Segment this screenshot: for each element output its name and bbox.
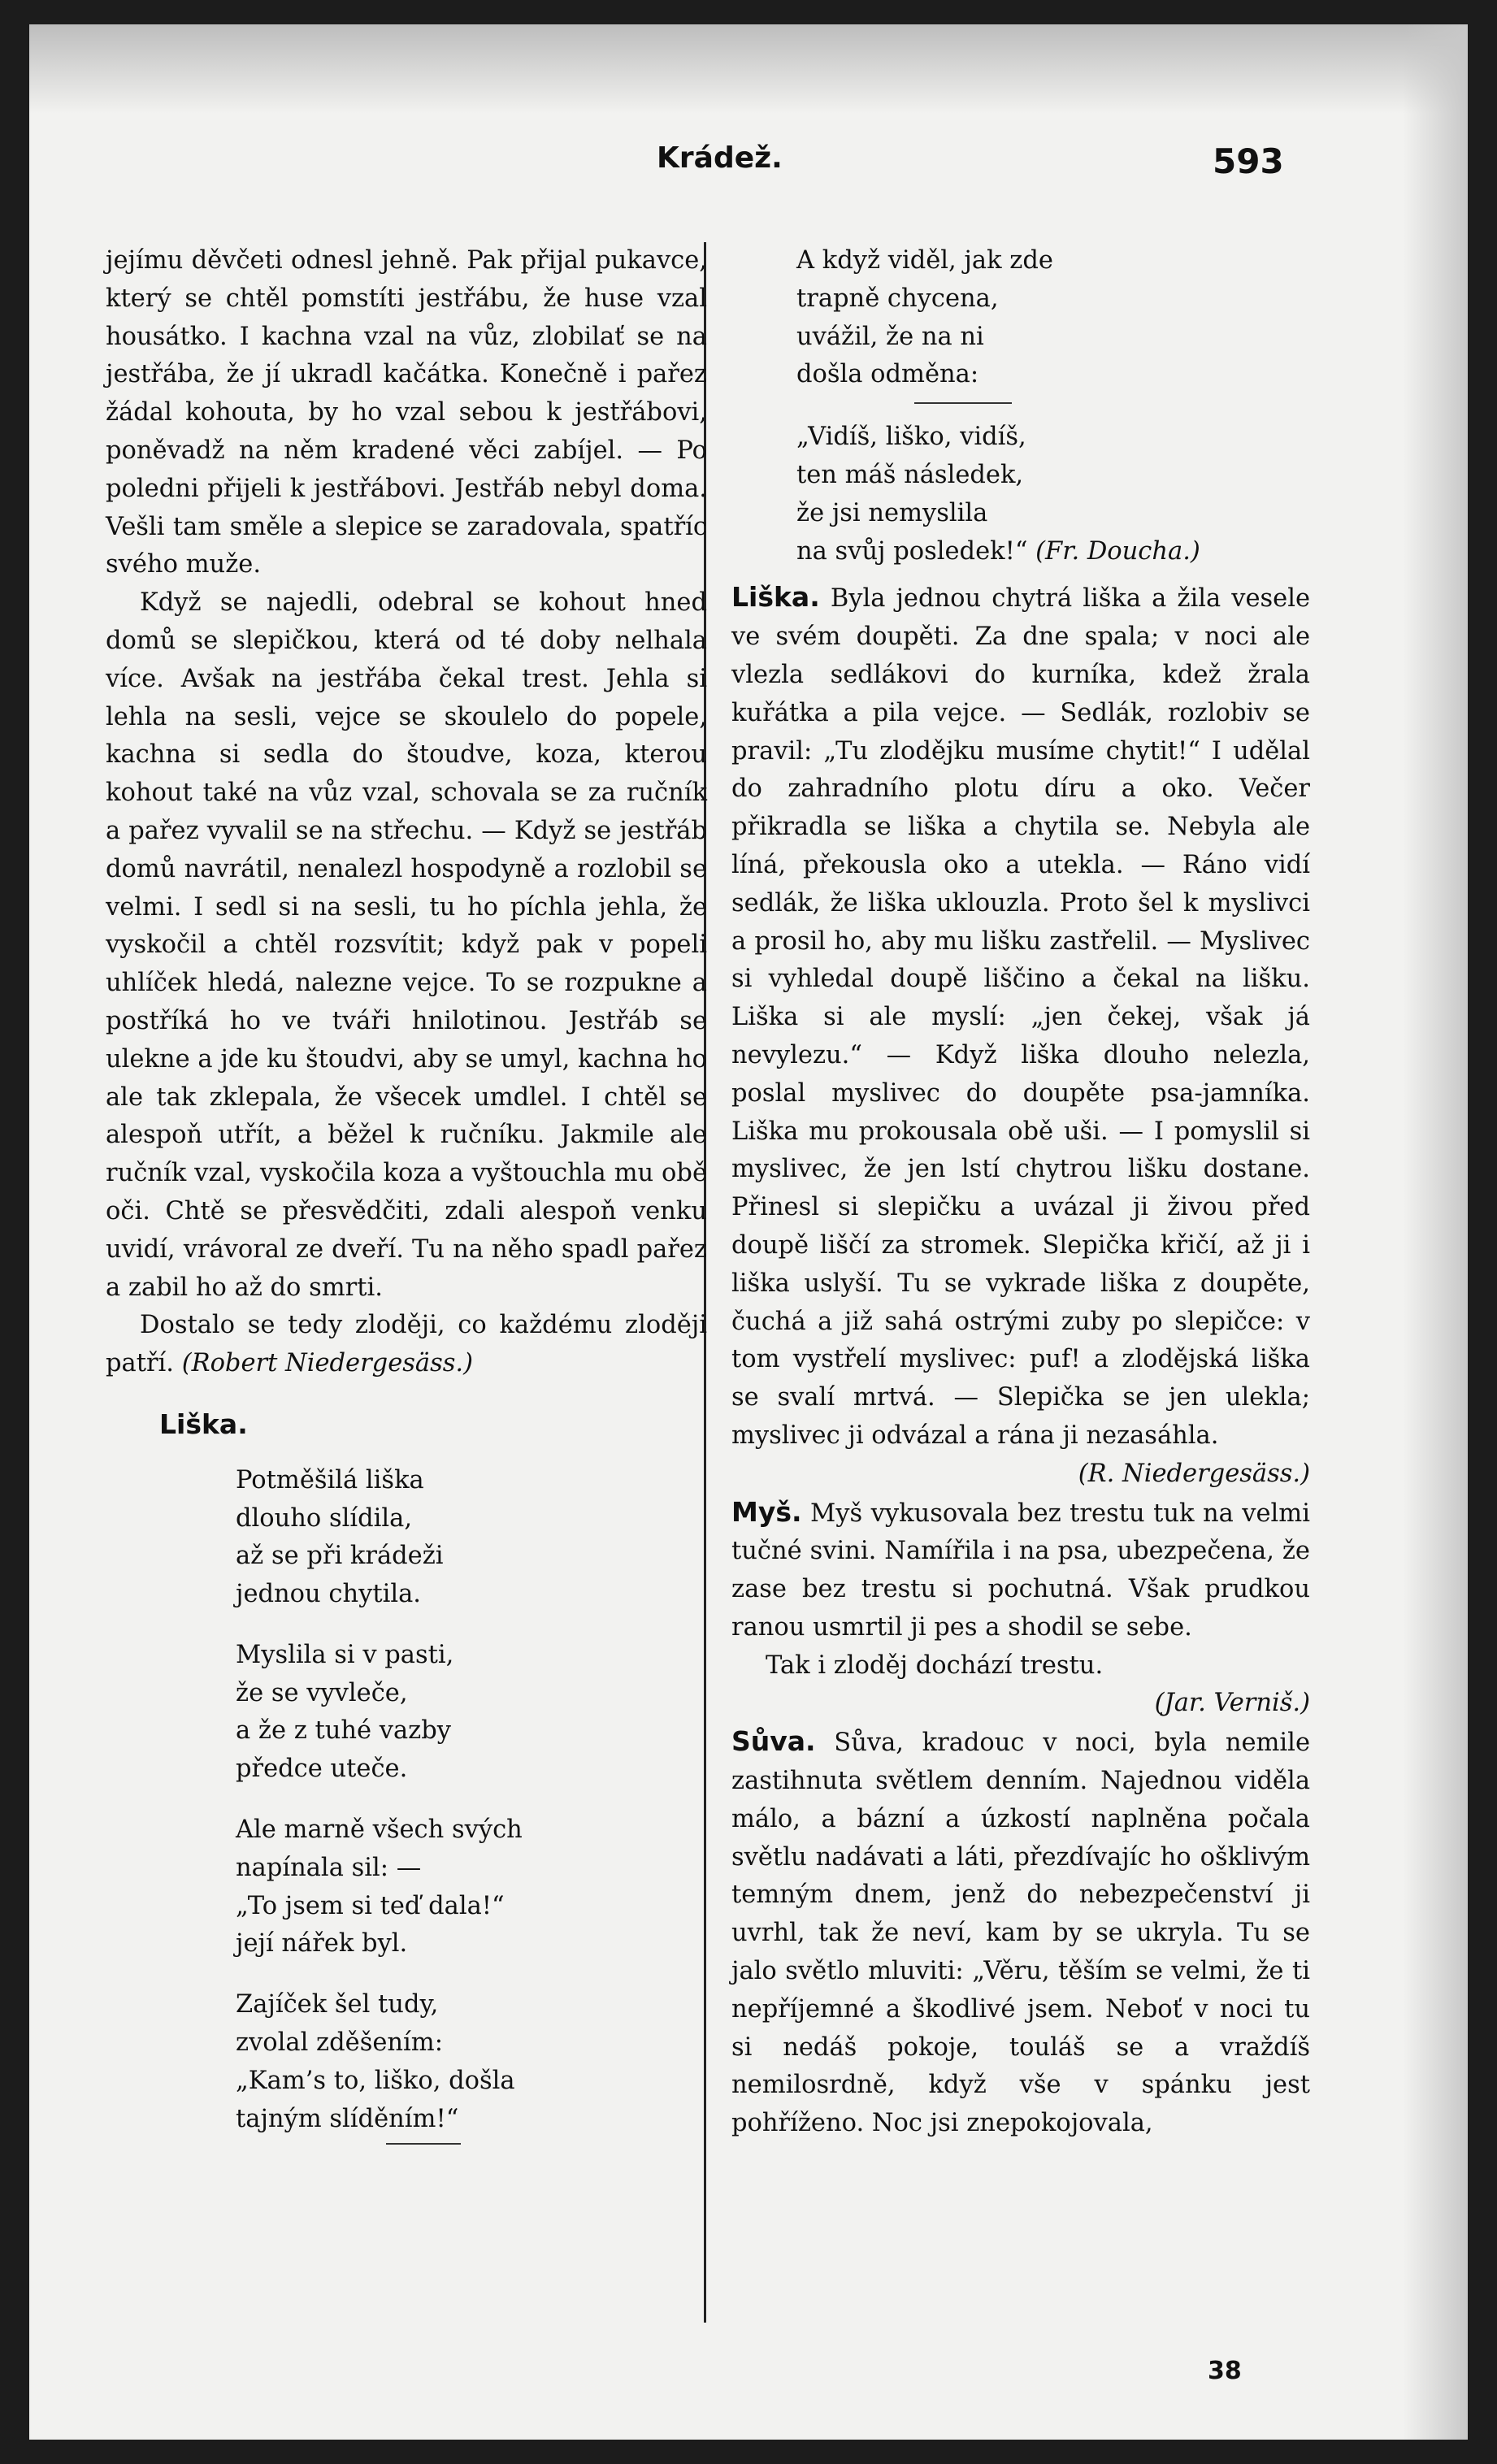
verse-line: Potměšilá liška [236, 1465, 424, 1494]
paragraph-text: Myš vykusovala bez trestu tuk na velmi tučné svini. Namířila i na psa, ubezpečena, že zase bez trestu si pochutná. Však prudkou ranou usmrtil ji pes a shodil se sebe. [731, 1499, 1310, 1642]
paragraph-text: Byla jednou chytrá liška a žila vesele ve svém doupěti. Za dne spala; v noci ale vlezla sedlákovi do kurníka, kdež žrala kuřátka a pila vejce. — Sedlák, rozlobiv se pravil: „Tu zlodějku musíme chytit!“ I udělal do zahradního plotu díru a oko. Večer přikradla se liška a chytila se. Nebyla ale líná, překousla oko a utekla. — Ráno vidí sedlák, že liška uklouzla. Proto šel k myslivci a prosil ho, aby mu lišku zastřelil. — Myslivec si vyhledal doupě liščino a čekal na lišku. Liška si ale myslí: „jen čekej, však já nevylezu.“ — Když liška dlouho nelezla, poslal myslivec do doupěte psa-jamníka. Liška mu prokousala obě uši. — I pomyslil si myslivec, že jen lstí chytrou lišku dostane. Přinesl si slepičku a uvázal ji živou před doupě liščí za stromek. Slepička křičí, až ji i liška uslyší. Tu se vykrade liška z doupěte, čuchá a již sahá ostrými zuby po slepičce: v tom vystřelí myslivec: puf! a zlodějská liška se svalí mrtvá. — Slepička se jen ulekla; myslivec ji odvázal a rána ji nezasáhla. [731, 584, 1311, 1450]
paragraph [731, 579, 1310, 1455]
verse-line: ten máš následek, [796, 460, 1024, 489]
stanza-separator [914, 402, 1012, 404]
poem-stanza [236, 1986, 707, 2138]
signature-mark: 38 [1208, 2357, 1242, 2385]
paragraph: Když se najedli, odebral se kohout hned domů se slepičkou, která od té doby nelhala více. Avšak na jestřába čekal trest. Jehla si lehla na sesli, vejce se skoulelo do popele, kachna si sedla do štoudve, koza, kterou kohout také na vůz vzal, schovala se za ručník a pařez vyvalil se na střechu. — Když se jestřáb domů navrátil, nenalezl hospodyně a rozlobil se velmi. I sedl si na sesli, tu ho píchla jehla, že vyskočil a chtěl rozsvítit; když pak v popeli uhlíček hledá, nalezne vejce. To se rozpukne a postříká ho ve tváři hnilotinou. Jestřáb se ulekne a jde ku štoudvi, aby se umyl, kachna ho ale tak zklepala, že všecek umdlel. I chtěl se alespoň utřít, a běžel k ručníku. Jakmile ale ručník vzal, vyskočila koza a vyštouchla mu obě oči. Chtě se přesvědčiti, zdali alespoň venku uvidí, vrávoral ze dveří. Tu na něho spadl pařez a zabil ho až do smrti. [106, 588, 707, 1302]
verse-line: že se vyvleče, [236, 1678, 408, 1707]
verse-line: její nářek byl. [236, 1929, 408, 1959]
book-page [29, 24, 1468, 2440]
scan-shadow-right [1403, 24, 1468, 2440]
poem-stanza [236, 1462, 707, 1614]
section-heading: Sůva. [731, 1725, 816, 1758]
stanza-separator [386, 2143, 461, 2145]
paragraph: Tak i zloděj dochází trestu. [766, 1651, 1104, 1680]
verse-line: „Vidíš, liško, vidíš, [796, 423, 1026, 452]
verse-line: tajným slíděním!“ [236, 2104, 459, 2133]
verse-line: Ale marně všech svých [236, 1815, 523, 1845]
citation: (Fr. Doucha.) [1035, 536, 1200, 566]
verse-line: až se při krádeži [236, 1542, 444, 1571]
section-heading: Liška. [731, 581, 820, 614]
verse-line: A když viděl, jak zde [796, 246, 1053, 275]
poem-stanza [236, 1811, 707, 1963]
poem-stanza [796, 242, 1310, 394]
citation-line [731, 1685, 1310, 1723]
section-heading: Myš. [731, 1495, 802, 1528]
verse-text: na svůj posledek!“ [796, 536, 1028, 566]
verse-line: Zajíček šel tudy, [236, 1990, 439, 2019]
verse-line: předce uteče. [236, 1755, 408, 1784]
verse-line: Myslila si v pasti, [236, 1640, 454, 1669]
poem-stanza [796, 419, 1310, 570]
paragraph-text: Dostalo se tedy zloději, co každému zloději patří. [106, 1311, 707, 1378]
citation: (Robert Niedergesäss.) [181, 1349, 473, 1378]
verse-line: zvolal zděšením: [236, 2028, 443, 2058]
paragraph: jejímu děvčeti odnesl jehně. Pak přijal pukavce, který se chtěl pomstíti jestřábu, že huse vzal housátko. I kachna vzal na vůz, zlobilať se na jestřába, že jí ukradl kačátka. Konečně i pařez žádal kohouta, by ho vzal sebou k jestřábovi, poněvadž na něm kradené věci zabíjel. — Po poledni přijeli k jestřábovi. Jestřáb nebyl doma. Vešli tam směle a slepice se zaradovala, spatříc svého muže. [106, 246, 707, 579]
paragraph [731, 1494, 1310, 1647]
right-column [731, 242, 1310, 2143]
running-head: Krádež. [657, 141, 783, 175]
left-column [106, 242, 707, 2145]
verse-line: trapně chycena, [796, 284, 999, 313]
page-number: 593 [1213, 141, 1284, 181]
citation: (Jar. Verniš.) [1154, 1689, 1310, 1718]
paragraph [731, 1723, 1310, 2143]
verse-line: došla odměna: [796, 360, 979, 389]
verse-line [796, 533, 1310, 571]
verse-line: „Kam’s to, liško, došla [236, 2066, 515, 2095]
verse-line: „To jsem si teď dala!“ [236, 1891, 505, 1920]
verse-line: dlouho slídila, [236, 1503, 413, 1533]
citation-line [731, 1455, 1310, 1494]
paragraph [106, 1307, 707, 1383]
poem-stanza [236, 1637, 707, 1789]
verse-line: a že z tuhé vazby [236, 1716, 451, 1746]
poem-title: Liška. [159, 1408, 248, 1440]
scan-shadow-top [29, 24, 1468, 114]
citation: (R. Niedergesäss.) [1078, 1459, 1310, 1488]
paragraph-text: Sůva, kradouc v noci, byla nemile zastihnuta světlem denním. Najednou viděla málo, a bázní a úzkostí naplněna počala světlu nadávati a láti, přezdívajíc ho ošklivým temným dnem, jenž do nebezpečenství ji uvrhl, tak že neví, kam by se ukryla. Tu se jalo světlo mluviti: „Věru, těším se velmi, že ti nepříjemné a škodlivé jsem. Neboť v noci tu si nedáš pokoje, touláš se a vraždíš nemilosrdně, když vše v spánku jest pohříženo. Noc jsi znepokojovala, [731, 1729, 1310, 2138]
verse-line: že jsi nemyslila [796, 498, 988, 527]
verse-line: napínala sil: — [236, 1853, 422, 1882]
verse-line: uvážil, že na ni [796, 322, 984, 351]
verse-line: jednou chytila. [236, 1580, 421, 1609]
